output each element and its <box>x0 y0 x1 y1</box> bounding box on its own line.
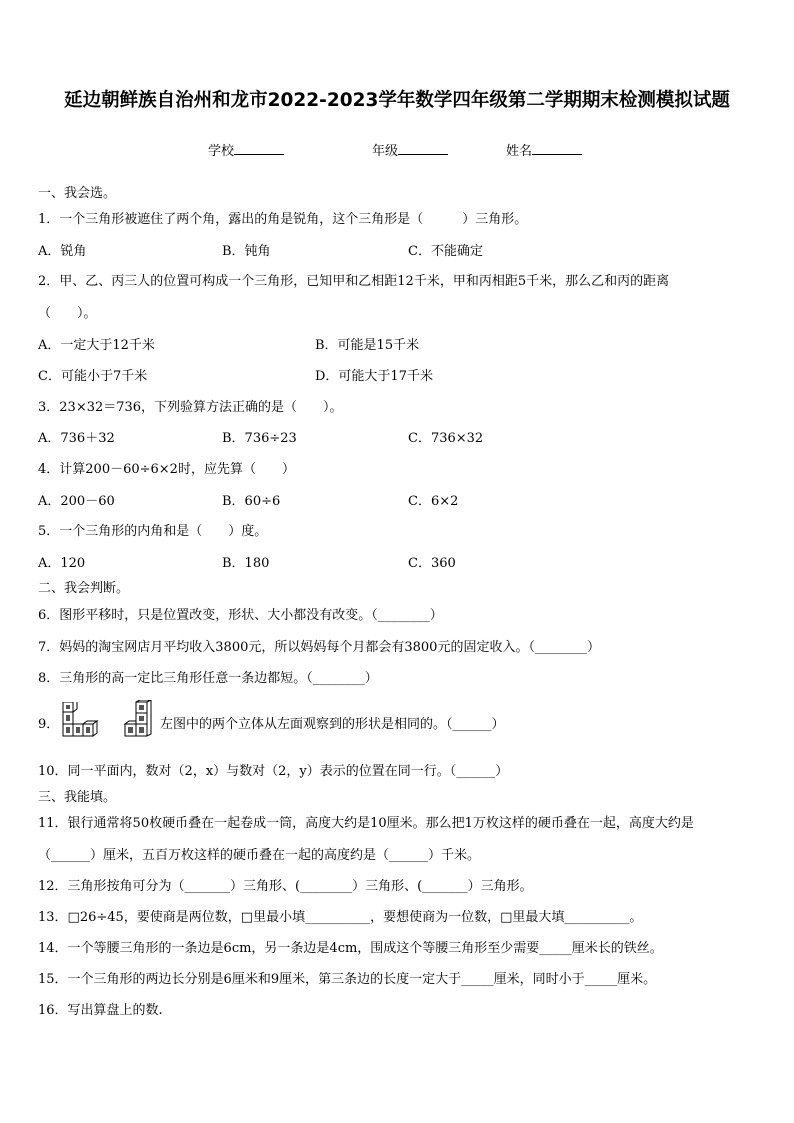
name-field <box>506 140 582 159</box>
section-heading: 一、我会选。 <box>38 186 117 201</box>
question-9: 左图中的两个立体从左面观察到的形状是相同的。（______） <box>160 717 505 732</box>
question-7: 7．妈妈的淘宝网店月平均收入3800元，所以妈妈每个月都会有3800元的固定收入。（________） <box>38 640 600 655</box>
question-4: 4．计算200－60÷6×2时，应先算（ ） <box>38 462 295 477</box>
option-2a[interactable]: A．一定大于12千米 <box>38 338 155 353</box>
option-4a[interactable]: A．200－60 <box>38 494 115 509</box>
question-2-continued: （ ）。 <box>38 306 97 321</box>
question-11: 11．银行通常将50枚硬币叠在一起卷成一筒，高度大约是10厘米。那么把1万枚这样的硬币叠在一起，高度大约是 <box>38 816 694 831</box>
grade-blank[interactable] <box>398 140 448 155</box>
option-2b[interactable]: B．可能是15千米 <box>315 338 420 353</box>
cube-figure-left <box>62 702 104 738</box>
question-13: 13．□26÷45，要使商是两位数，□里最小填__________，要想使商为一位数，□里最大填__________。 <box>38 910 643 925</box>
grade-label: 年级 <box>372 144 399 159</box>
option-2c[interactable]: C．可能小于7千米 <box>38 369 148 384</box>
section-heading: 三、我能填。 <box>38 790 117 805</box>
question-5: 5．一个三角形的内角和是（ ）度。 <box>38 524 268 539</box>
question-15: 15．一个三角形的两边长分别是6厘米和9厘米，第三条边的长度一定大于_____厘米，同时小于_____厘米。 <box>38 972 657 987</box>
name-label: 姓名 <box>506 144 533 159</box>
option-5b[interactable]: B．180 <box>222 556 270 571</box>
option-3a[interactable]: A．736＋32 <box>38 431 115 446</box>
question-1: 1．一个三角形被遮住了两个角，露出的角是锐角，这个三角形是（ ）三角形。 <box>38 212 528 227</box>
question-10: 10．同一平面内，数对（2，x）与数对（2，y）表示的位置在同一行。（______） <box>38 764 509 779</box>
school-blank[interactable] <box>234 140 284 155</box>
option-1c[interactable]: C．不能确定 <box>408 244 483 259</box>
option-1a[interactable]: A．锐角 <box>38 244 87 259</box>
option-5a[interactable]: A．120 <box>38 556 86 571</box>
cube-figure-right <box>122 700 162 738</box>
option-5c[interactable]: C．360 <box>408 556 456 571</box>
section-heading: 二、我会判断。 <box>38 581 130 596</box>
question-6: 6．图形平移时，只是位置改变，形状、大小都没有改变。（________） <box>38 608 443 623</box>
question-3: 3．23×32＝736，下列验算方法正确的是（ ）。 <box>38 400 343 415</box>
question-11-continued: （______）厘米，五百万枚这样的硬币叠在一起的高度约是（______）千米。 <box>38 848 481 863</box>
school-field <box>208 140 284 159</box>
question-2: 2．甲、乙、丙三人的位置可构成一个三角形，已知甲和乙相距12千米，甲和丙相距5千米，那么乙和丙的距离 <box>38 274 670 289</box>
option-4b[interactable]: B．60÷6 <box>222 494 281 509</box>
school-label: 学校 <box>208 144 235 159</box>
question-14: 14．一个等腰三角形的一条边是6cm，另一条边是4cm，围成这个等腰三角形至少需要_____厘米长的铁丝。 <box>38 941 663 956</box>
question-9-number: 9． <box>38 717 60 732</box>
option-2d[interactable]: D．可能大于17千米 <box>315 369 433 384</box>
grade-field <box>372 140 448 159</box>
page-title: 延边朝鲜族自治州和龙市2022-2023学年数学四年级第二学期期末检测模拟试题 <box>64 90 730 111</box>
name-blank[interactable] <box>532 140 582 155</box>
question-16: 16．写出算盘上的数. <box>38 1003 163 1018</box>
question-12: 12．三角形按角可分为（_______）三角形、(________）三角形、(_______）三角形。 <box>38 879 533 894</box>
option-4c[interactable]: C．6×2 <box>408 494 459 509</box>
question-8: 8．三角形的高一定比三角形任意一条边都短。（________） <box>38 671 378 686</box>
option-1b[interactable]: B．钝角 <box>222 244 271 259</box>
option-3b[interactable]: B．736÷23 <box>222 431 297 446</box>
option-3c[interactable]: C．736×32 <box>408 431 484 446</box>
